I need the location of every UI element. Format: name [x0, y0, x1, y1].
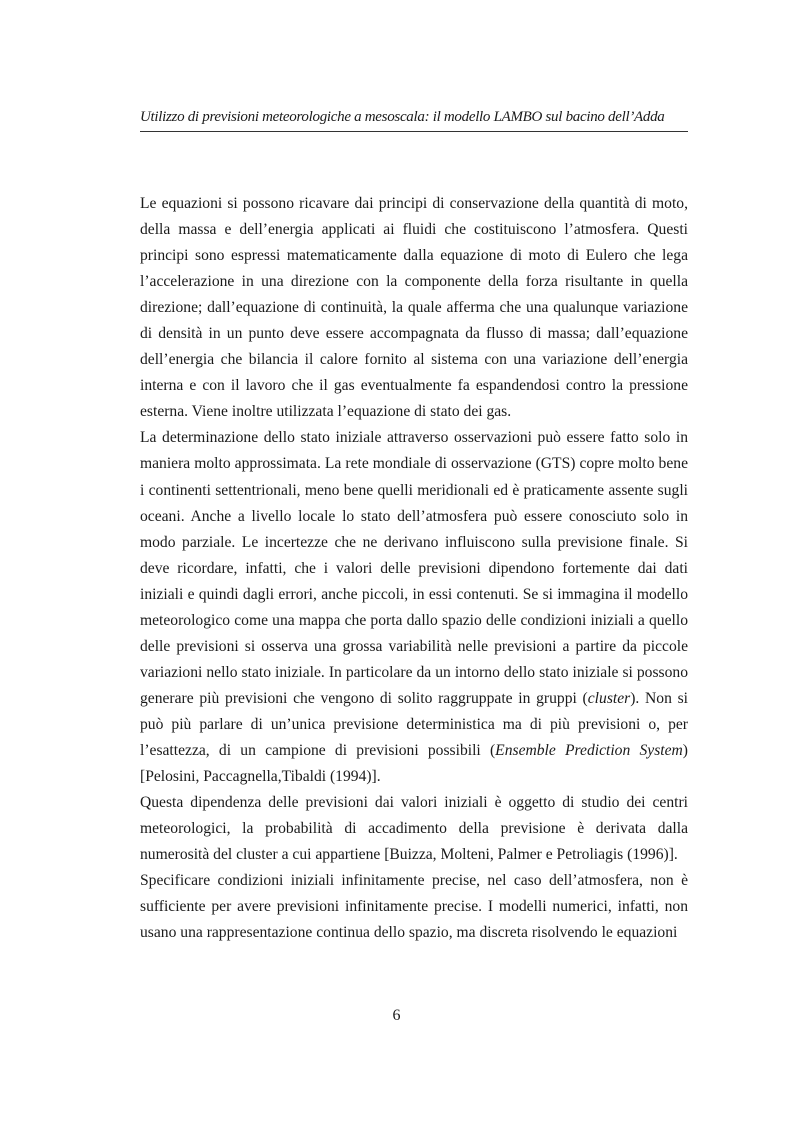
paragraph-text: ) [Pelosini, Paccagnella,Tibaldi (1994)].: [140, 741, 688, 786]
italic-term: Ensemble Prediction System: [495, 741, 683, 759]
paragraph-specification: Specificare condizioni iniziali infinitamente precise, nel caso dell’atmosfera, non è sufficiente per avere previsioni infinitamente precise. I modelli numerici, infatti, non usano una rappresentazione continua dello spazio, ma discreta risolvendo le equazioni: [140, 872, 688, 942]
body-text: [140, 191, 688, 946]
page-number: 6: [392, 1007, 401, 1024]
paragraph-dependence: Questa dipendenza delle previsioni dai valori iniziali è oggetto di studio dei centri meteorologici, la probabilità di accadimento della previsione è derivata dalla numerosità del cluster a cui appartiene [Buizza, Molteni, Palmer e Petroliagis (1996)].: [140, 794, 688, 864]
paragraph-equations: Le equazioni si possono ricavare dai principi di conservazione della quantità di moto, della massa e dell’energia applicati ai fluidi che costituiscono l’atmosfera. Questi principi sono espressi matematicamente dalla equazione di moto di Eulero che lega l’accelerazione in una direzione con la componente della forza risultante in quella direzione; dall’equazione di continuità, la quale afferma che una qualunque variazione di densità in un punto deve essere accompagnata da flusso di massa; dall’equazione dell’energia che bilancia il calore fornito al sistema con una variazione dell’energia interna e con il lavoro che il gas eventualmente fa espandendosi contro la pressione esterna. Viene inoltre utilizzata l’equazione di stato dei gas.: [140, 195, 688, 421]
italic-term: cluster: [587, 689, 631, 707]
header-rule: [140, 131, 688, 132]
paragraph-text: La determinazione dello stato iniziale attraverso osservazioni può essere fatto solo in maniera molto approssimata. La rete mondiale di osservazione (GTS) copre molto bene i continenti settentrionali, meno bene quelli meridionali ed è praticamente assente sugli oceani. Anche a livello locale lo stato dell’atmosfera può essere conosciuto solo in modo parziale. Le incertezze che ne derivano influiscono sulla previsione finale. Si deve ricordare, infatti, che i valori delle previsioni dipendono fortemente dai dati iniziali e quindi dagli errori, anche piccoli, in essi contenuti. Se si immagina il modello meteorologico come una mappa che porta dallo spazio delle condizioni iniziali a quello delle previsioni si osserva una grossa variabilità nelle previsioni a partire da piccole variazioni nello stato iniziale. In particolare da un intorno dello stato iniziale si possono generare più previsioni che vengono di solito raggruppate in gruppi (: [140, 429, 688, 707]
running-header: Utilizzo di previsioni meteorologiche a mesoscala: il modello LAMBO sul bacino dell’Adda: [140, 109, 665, 125]
paragraph-text: ). Non si può più parlare di un’unica previsione deterministica ma di più previsioni o, per l’esattezza, di un campione di previsioni possibili (: [140, 689, 688, 759]
paragraph-initial-state: [140, 425, 688, 790]
